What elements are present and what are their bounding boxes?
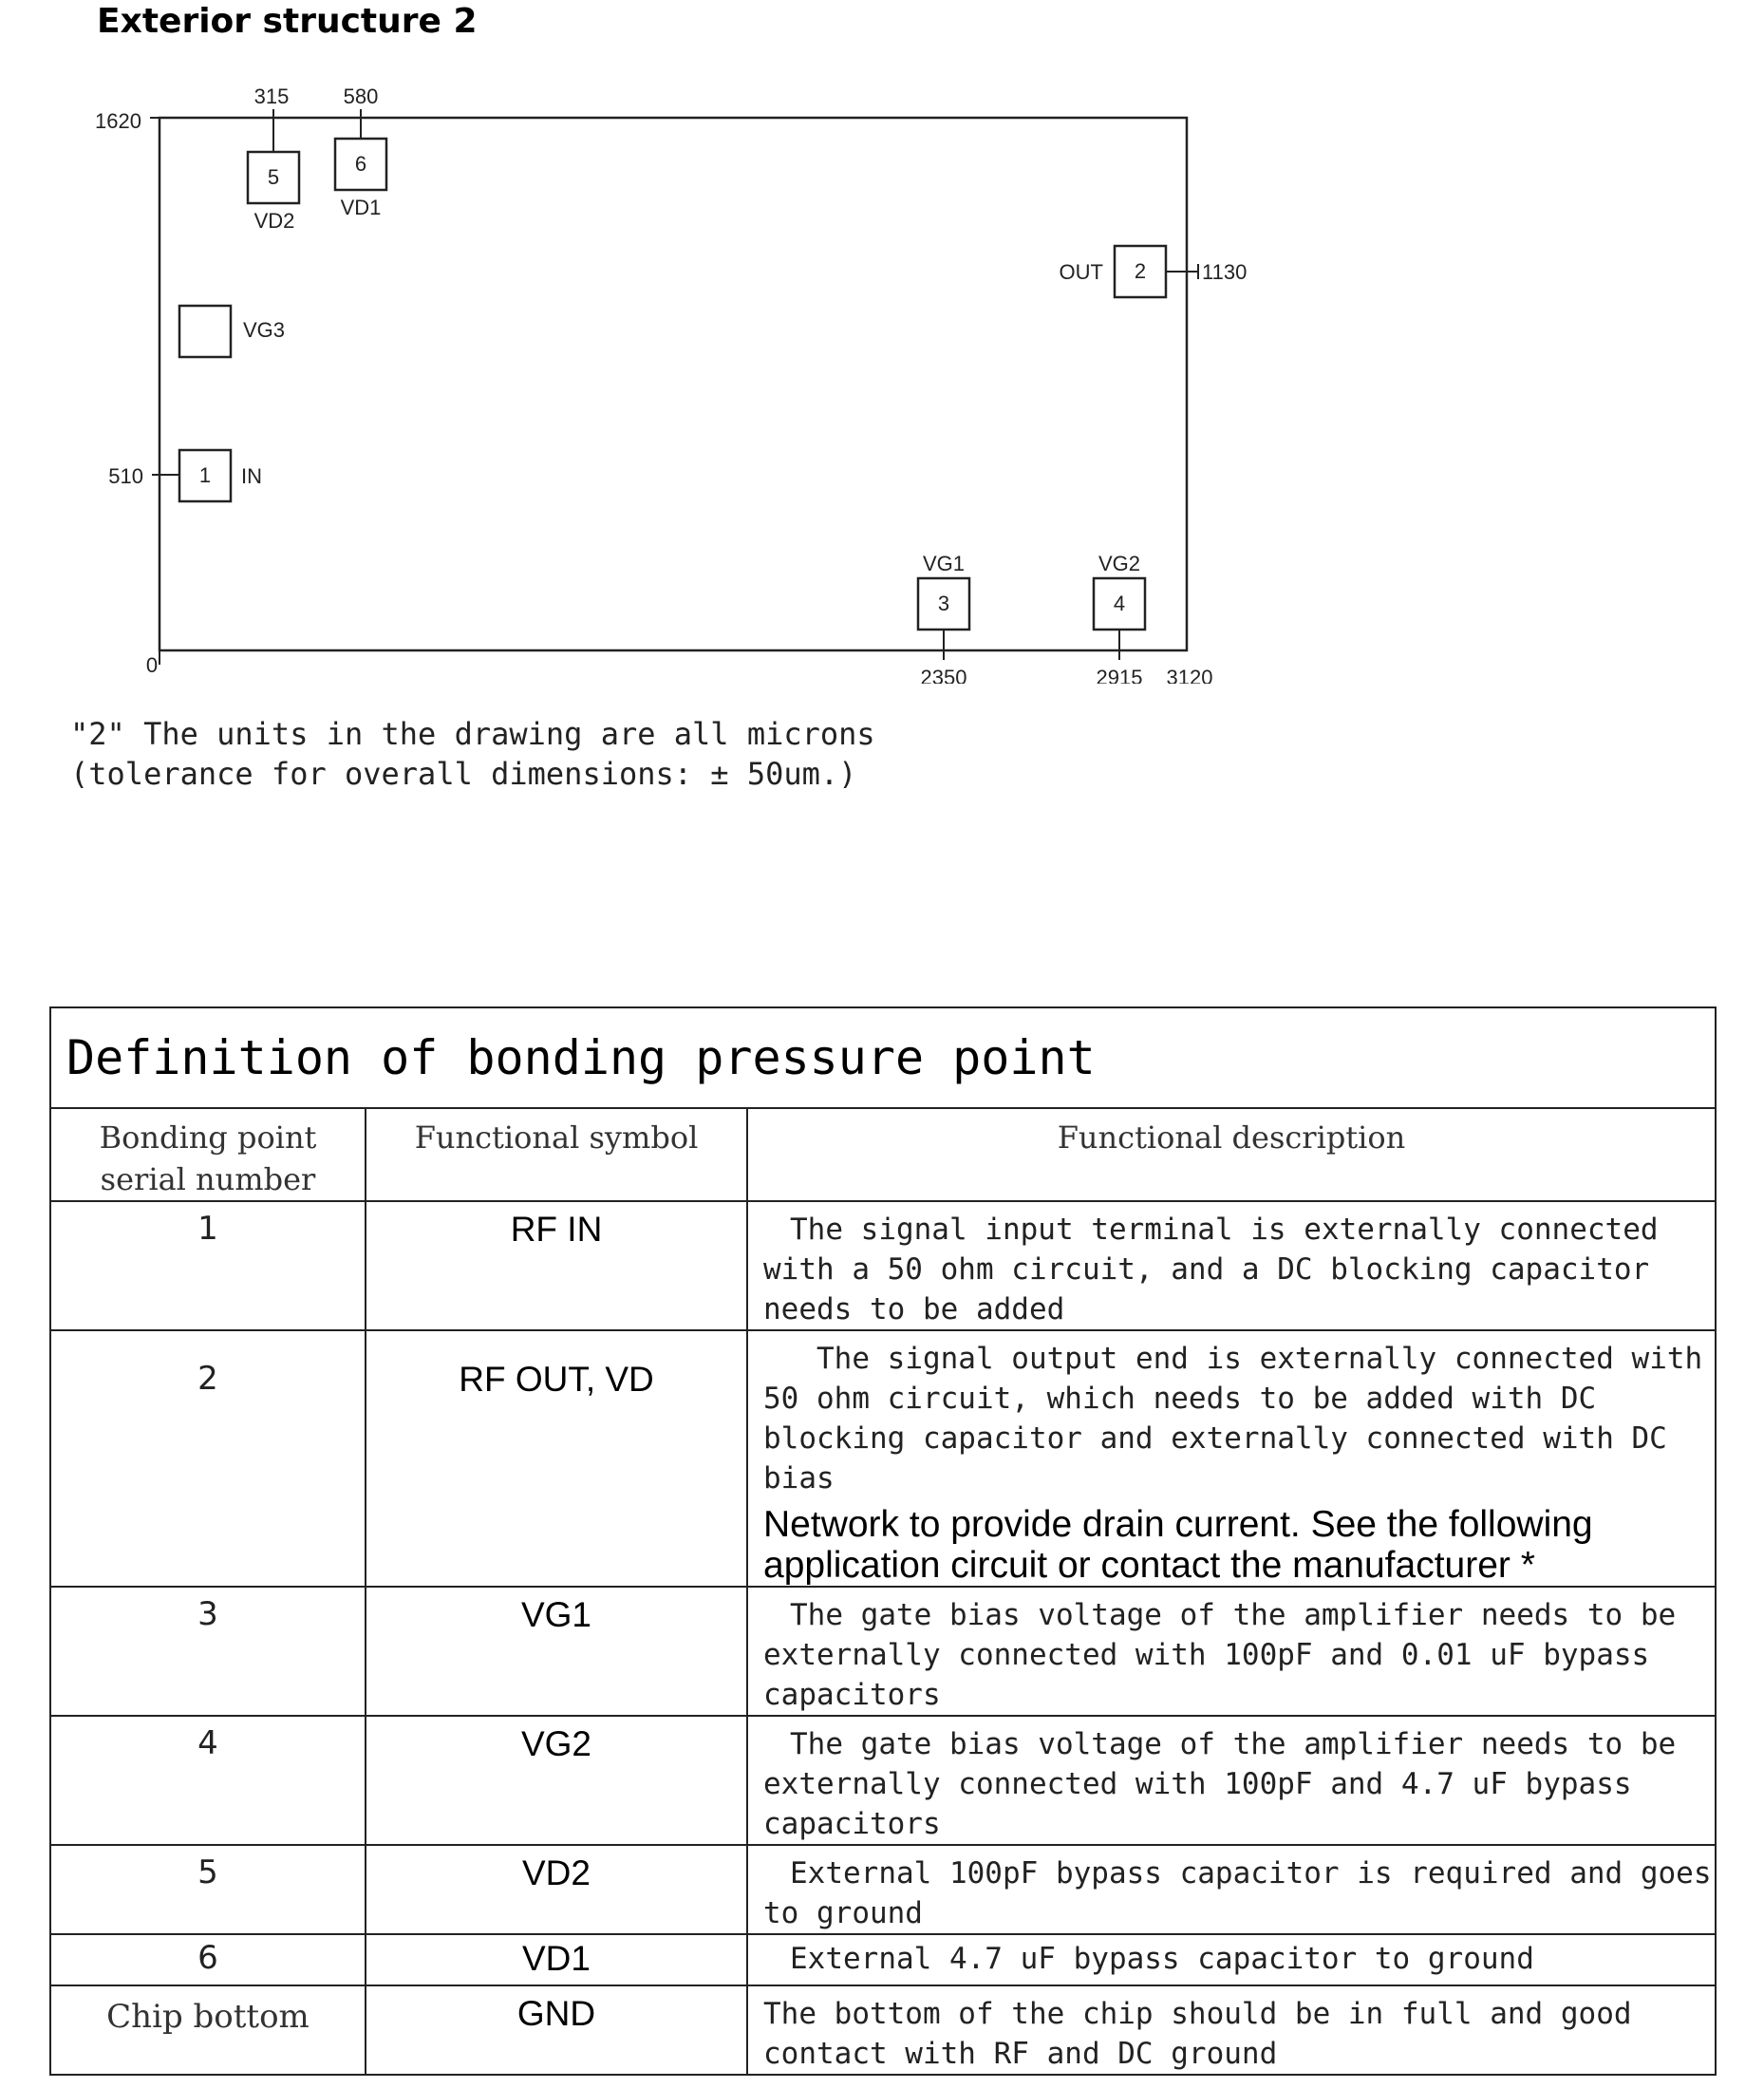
units-note	[70, 714, 875, 794]
pad-5-label: VD2	[253, 209, 295, 233]
row-description	[747, 1845, 1716, 1934]
pad-1-number: 1	[198, 463, 212, 487]
table-row	[50, 1201, 1716, 1330]
row-description	[747, 1985, 1716, 2075]
row-symbol: VG2	[366, 1716, 747, 1845]
pad-4-number: 4	[1113, 592, 1126, 615]
chip-outline-drawing	[0, 0, 1764, 684]
row-symbol: RF OUT, VD	[366, 1330, 747, 1587]
row-description-text: The gate bias voltage of the amplifier needs to be externally connected with 100pF and 4.7 uF bypass capacitors	[763, 1727, 1677, 1841]
row-symbol: GND	[366, 1985, 747, 2075]
pad-vg3-label: VG3	[243, 318, 286, 342]
row-description	[747, 1716, 1716, 1845]
coord-right-1130: 1130	[1202, 260, 1248, 284]
table-row	[50, 1934, 1716, 1985]
coord-bottom-2350: 2350	[920, 666, 967, 684]
table-header-row	[50, 1108, 1716, 1201]
row-description-text: The bottom of the chip should be in full and good contact with RF and DC ground	[763, 1997, 1632, 2071]
table-row	[50, 1330, 1716, 1587]
row-serial: 1	[50, 1201, 366, 1330]
table-row	[50, 1845, 1716, 1934]
pad-4-label: VG2	[1098, 552, 1141, 575]
coord-top-315: 315	[253, 85, 290, 108]
row-serial: 2	[50, 1330, 366, 1587]
chip-outline	[160, 118, 1187, 650]
row-description	[747, 1330, 1716, 1587]
pad-1-label: IN	[241, 464, 262, 488]
row-serial: Chip bottom	[50, 1985, 366, 2075]
pad-2-number: 2	[1134, 259, 1147, 283]
header-serial	[50, 1108, 366, 1201]
bonding-point-table	[49, 1006, 1717, 2076]
coord-bottom-3120: 3120	[1166, 666, 1213, 684]
row-description-text: External 100pF bypass capacitor is required and goes to ground	[763, 1856, 1712, 1930]
header-serial-line2: serial number	[100, 1161, 316, 1197]
header-symbol: Functional symbol	[366, 1108, 747, 1201]
header-description: Functional description	[747, 1108, 1716, 1201]
row-serial: 6	[50, 1934, 366, 1985]
table-row	[50, 1716, 1716, 1845]
row-description-text: The signal input terminal is externally connected with a 50 ohm circuit, and a DC blocking capacitor needs to be added	[763, 1213, 1659, 1326]
coord-bottom-2915: 2915	[1096, 666, 1143, 684]
row-description-extra: Network to provide drain current. See the following application circuit or contact the manufacturer *	[763, 1504, 1593, 1586]
row-description	[747, 1201, 1716, 1330]
section-title: Exterior structure 2	[97, 2, 478, 41]
row-description-text: The gate bias voltage of the amplifier needs to be externally connected with 100pF and 0.01 uF bypass capacitors	[763, 1598, 1677, 1712]
row-description-text: External 4.7 uF bypass capacitor to ground	[790, 1942, 1534, 1976]
pad-5-number: 5	[267, 165, 280, 189]
coord-origin: 0	[145, 653, 159, 677]
pad-vg3-box	[179, 306, 231, 357]
pad-3-number: 3	[937, 592, 950, 615]
table-row	[50, 1587, 1716, 1716]
row-symbol: VD2	[366, 1845, 747, 1934]
pad-6-number: 6	[354, 152, 367, 176]
pad-6-label: VD1	[340, 196, 382, 219]
header-serial-line1: Bonding point	[99, 1119, 317, 1156]
units-note-line2: (tolerance for overall dimensions: ± 50um.)	[70, 756, 857, 792]
coord-left-1620: 1620	[95, 109, 141, 133]
row-description	[747, 1587, 1716, 1716]
row-serial: 3	[50, 1587, 366, 1716]
row-serial: 5	[50, 1845, 366, 1934]
pad-2-label: OUT	[1059, 260, 1103, 284]
table-row	[50, 1985, 1716, 2075]
pad-3-label: VG1	[922, 552, 966, 575]
table-caption: Definition of bonding pressure point	[50, 1007, 1716, 1108]
row-description	[747, 1934, 1716, 1985]
row-symbol: VD1	[366, 1934, 747, 1985]
row-description-text: The signal output end is externally connected with 50 ohm circuit, which needs to be added with DC blocking capacitor and externally connected with DC bias	[763, 1342, 1703, 1495]
coord-left-510: 510	[108, 464, 143, 488]
coord-top-580: 580	[343, 85, 379, 108]
row-symbol: VG1	[366, 1587, 747, 1716]
units-note-line1: "2" The units in the drawing are all microns	[70, 716, 875, 752]
row-serial: 4	[50, 1716, 366, 1845]
row-symbol: RF IN	[366, 1201, 747, 1330]
